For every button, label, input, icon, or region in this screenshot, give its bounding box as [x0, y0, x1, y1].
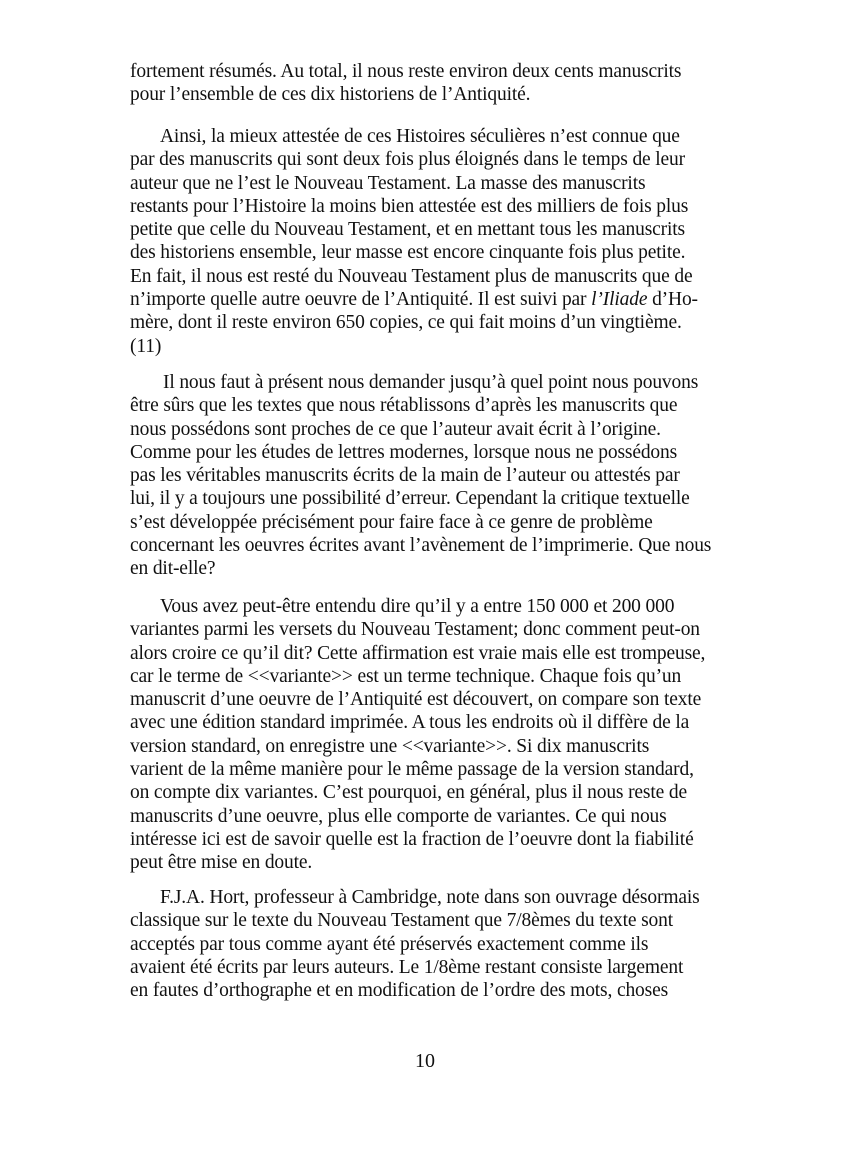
text-line: En fait, il nous est resté du Nouveau Testament plus de manuscrits que de — [130, 265, 693, 287]
text-line-with-italic — [130, 288, 710, 311]
text-line: classique sur le texte du Nouveau Testament que 7/8èmes du texte sont — [130, 910, 673, 932]
text-line: avaient été écrits par leurs auteurs. Le 1/8ème restant consiste largement — [130, 956, 684, 978]
text-line: s’est développée précisément pour faire face à ce genre de problème — [130, 511, 653, 533]
text-line: pour l’ensemble de ces dix historiens de l’Antiquité. — [130, 84, 531, 106]
text-line: Comme pour les études de lettres modernes, lorsque nous ne possédons — [130, 441, 678, 463]
text-line: lui, il y a toujours une possibilité d’erreur. Cependant la critique textuelle — [130, 488, 690, 510]
text-line: des historiens ensemble, leur masse est encore cinquante fois plus petite. — [130, 242, 686, 264]
text-line: restants pour l’Histoire la moins bien attestée est des milliers de fois plus — [130, 195, 689, 217]
paragraph-4 — [130, 595, 710, 875]
text-line: manuscrit d’une oeuvre de l’Antiquité est découvert, on compare son texte — [130, 689, 702, 711]
text-line: petite que celle du Nouveau Testament, et en mettant tous les manuscrits — [130, 219, 685, 241]
text-line: intéresse ici est de savoir quelle est la fraction de l’oeuvre dont la fiabilité — [130, 828, 694, 850]
text-line: par des manuscrits qui sont deux fois plus éloignés dans le temps de leur — [130, 149, 685, 171]
text-line: Vous avez peut-être entendu dire qu’il y a entre 150 000 et 200 000 — [160, 596, 675, 617]
text-line: variantes parmi les versets du Nouveau Testament; donc comment peut-on — [130, 619, 700, 641]
text-line: car le terme de <<variante>> est un terme technique. Chaque fois qu’un — [130, 665, 682, 687]
page-number: 10 — [415, 1050, 435, 1072]
text-line: on compte dix variantes. C’est pourquoi, en général, plus il nous reste de — [130, 782, 687, 804]
text-line: être sûrs que les textes que nous rétablissons d’après les manuscrits que — [130, 395, 678, 417]
text-line: en fautes d’orthographe et en modification de l’ordre des mots, choses — [130, 980, 669, 1002]
text-line: en dit-elle? — [130, 558, 216, 580]
text-line: peut être mise en doute. — [130, 852, 313, 874]
text-line: mère, dont il reste environ 650 copies, ce qui fait moins d’un vingtième. — [130, 312, 682, 334]
text-line: pas les véritables manuscrits écrits de la main de l’auteur ou attestés par — [130, 465, 680, 487]
text-line: acceptés par tous comme ayant été préservés exactement comme ils — [130, 933, 649, 955]
text-line: avec une édition standard imprimée. A tous les endroits où il diffère de la — [130, 712, 690, 734]
paragraph-5 — [130, 886, 710, 1002]
text-segment: n’importe quelle autre oeuvre de l’Antiquité. Il est suivi par — [130, 289, 587, 311]
text-line: nous possédons sont proches de ce que l’auteur avait écrit à l’origine. — [130, 418, 661, 440]
text-line: concernant les oeuvres écrites avant l’avènement de l’imprimerie. Que nous — [130, 535, 712, 557]
text-line: F.J.A. Hort, professeur à Cambridge, note dans son ouvrage désormais — [160, 887, 700, 908]
text-line: (11) — [130, 335, 162, 357]
text-segment: d’Ho- — [652, 289, 698, 311]
paragraph-3 — [130, 371, 710, 581]
text-line: Ainsi, la mieux attestée de ces Histoires séculières n’est connue que — [160, 126, 680, 147]
text-line: varient de la même manière pour le même passage de la version standard, — [130, 759, 694, 781]
italic-title: l’Iliade — [591, 289, 648, 311]
paragraph-2 — [130, 125, 710, 358]
text-line: auteur que ne l’est le Nouveau Testament. La masse des manuscrits — [130, 172, 646, 194]
paragraph-1 — [130, 60, 710, 107]
text-line: fortement résumés. Au total, il nous reste environ deux cents manuscrits — [130, 61, 682, 82]
text-line: manuscrits d’une oeuvre, plus elle comporte de variantes. Ce qui nous — [130, 805, 667, 827]
text-line: alors croire ce qu’il dit? Cette affirmation est vraie mais elle est trompeuse, — [130, 642, 706, 664]
text-line: Il nous faut à présent nous demander jusqu’à quel point nous pouvons — [163, 372, 699, 393]
text-line: version standard, on enregistre une <<variante>>. Si dix manuscrits — [130, 735, 650, 757]
